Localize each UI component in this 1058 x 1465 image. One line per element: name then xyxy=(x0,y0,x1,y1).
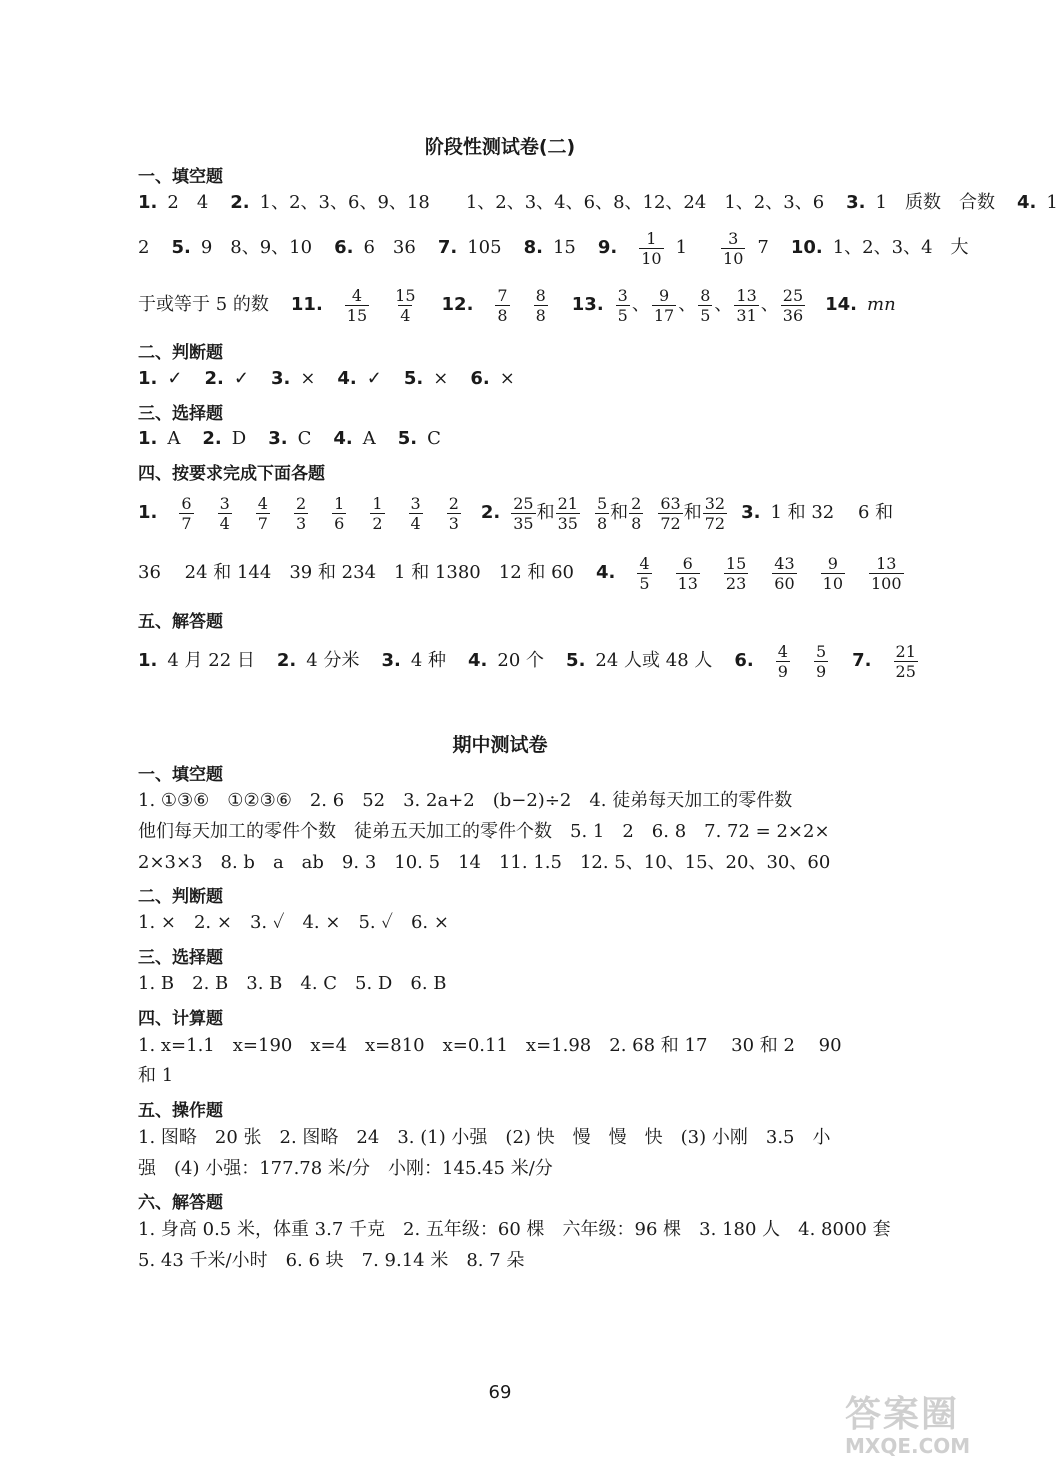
test1-answers-line: 1. 4 月 22 日 2. 4 分米 3. 4 种 4. 20 个 5. 24 人或 48 人 6. $\frac{4}{9}$ $\frac{5}{9}$ 7. $\frac{21}{25}$ xyxy=(138,641,916,681)
fraction: $\frac{6}{13}$ xyxy=(677,553,698,593)
fraction: $\frac{8}{8}$ xyxy=(535,285,546,325)
fraction: $\frac{1}{2}$ xyxy=(372,493,383,533)
fraction: $\frac{4}{15}$ xyxy=(346,285,368,325)
test2-fill-line1: 1. ①③⑥ ①②③⑥ 2. 6 52 3. 2a+2 (b−2)÷2 4. 徒弟每天加工的零件数 xyxy=(138,790,793,811)
fraction: $\frac{3}{4}$ xyxy=(410,493,421,533)
test2-calc-line2: 和 1 xyxy=(138,1065,174,1086)
fraction: $\frac{7}{8}$ xyxy=(497,285,508,325)
fraction: $\frac{3}{10}$ xyxy=(723,228,744,268)
test1-section-choice: 三、选择题 xyxy=(138,404,223,424)
test2-ans-line1: 1. 身高 0.5 米，体重 3.7 千克 2. 五年级：60 棵 六年级：96 棵 3. 180 人 4. 8000 套 xyxy=(138,1219,891,1240)
fraction: $\frac{21}{25}$ xyxy=(895,641,916,681)
test1-section-requirements: 四、按要求完成下面各题 xyxy=(138,464,325,484)
fraction: $\frac{3}{4}$ xyxy=(219,493,230,533)
test2-op-line2: 强 (4) 小强：177.78 米/分 小刚：145.45 米/分 xyxy=(138,1158,553,1179)
test2-fill-line3: 2×3×3 8. b a ab 9. 3 10. 5 14 11. 1.5 12. 5、10、15、20、30、60 xyxy=(138,852,831,873)
test1-fill-line2: 2 5. 9 8、9、10 6. 6 36 7. 105 8. 15 9. $\frac{1}{10}$ 1 $\frac{3}{10}$ 7 10. 1、2、3、4 大 xyxy=(138,228,969,268)
fraction: $\frac{13}{100}$ xyxy=(871,553,902,593)
fraction: $\frac{15}{4}$ xyxy=(395,285,416,325)
test1-section-judge: 二、判断题 xyxy=(138,343,223,363)
fraction: $\frac{1}{10}$ xyxy=(641,228,662,268)
fraction: $\frac{6}{7}$ xyxy=(181,493,192,533)
fraction: $\frac{43}{60}$ xyxy=(774,553,795,593)
fraction: $\frac{4}{9}$ xyxy=(777,641,788,681)
fraction: $\frac{1}{6}$ xyxy=(334,493,345,533)
test2-section-choice: 三、选择题 xyxy=(138,948,223,968)
fraction: $\frac{4}{7}$ xyxy=(257,493,268,533)
test2-judge-answers: 1. × 2. × 3. ✓ 4. × 5. ✓ 6. × xyxy=(138,912,449,933)
fraction: $\frac{15}{23}$ xyxy=(725,553,747,593)
test2-section-calc: 四、计算题 xyxy=(138,1009,223,1029)
fraction: $\frac{2}{3}$ xyxy=(448,493,459,533)
test1-choice-answers: 1. A 2. D 3. C 4. A 5. C xyxy=(138,428,441,449)
test2-fill-line2: 他们每天加工的零件个数 徒弟五天加工的零件个数 5. 1 2 6. 8 7. 72 = 2×2× xyxy=(138,821,830,842)
test1-req-line1: 1. $\frac{6}{7}$ $\frac{3}{4}$ $\frac{4}{7}$ $\frac{2}{3}$ $\frac{1}{6}$ $\frac{1}{2}$ $\frac{3}{4}$ $\frac{2}{3}$ 2. $\frac{25}{35}$ 和 $\frac{21}{35}$ $\frac{5}{8}$ 和 $\frac{2}{8}$ $\frac{63}{72}$ 和 $\frac{32}{72}$ 3. 1 和 32 6 和 xyxy=(138,493,894,533)
fraction: $\frac{2}{3}$ xyxy=(295,493,307,533)
test1-req-line2: 36 24 和 144 39 和 234 1 和 1380 12 和 60 4. $\frac{4}{5}$ $\frac{6}{13}$ $\frac{15}{23}$ $\frac{43}{60}$ $\frac{9}{10}$ $\frac{13}{100}$ xyxy=(138,553,902,593)
test1-fill-line1: 1. 2 4 2. 1、2、3、6、9、18 1、2、3、4、6、8、12、24 1、2、3、6 3. 1 质数 合数 4. 1 xyxy=(138,192,1058,213)
test2-calc-line1: 1. x=1.1 x=190 x=4 x=810 x=0.11 x=1.98 2. 68 和 17 30 和 2 90 xyxy=(138,1035,842,1056)
test2-ans-line2: 5. 43 千米/小时 6. 6 块 7. 9.14 米 8. 7 朵 xyxy=(138,1250,525,1271)
test1-section-fill: 一、填空题 xyxy=(138,167,223,187)
test2-section-fill: 一、填空题 xyxy=(138,765,223,785)
fraction: $\frac{9}{10}$ xyxy=(822,553,843,593)
test2-section-operation: 五、操作题 xyxy=(138,1101,223,1121)
test2-section-answers: 六、解答题 xyxy=(138,1193,223,1213)
test2-title: 期中测试卷 xyxy=(452,734,548,756)
watermark-logo: 答案圈 MXQE.COM xyxy=(845,1394,971,1458)
test2-section-judge: 二、判断题 xyxy=(138,887,223,907)
test2-op-line1: 1. 图略 20 张 2. 图略 24 3. (1) 小强 (2) 快 慢 慢 快 (3) 小刚 3.5 小 xyxy=(138,1127,831,1148)
fraction: $\frac{4}{5}$ xyxy=(639,553,650,593)
page-number: 69 xyxy=(488,1382,512,1403)
fraction: $\frac{5}{9}$ xyxy=(815,641,827,681)
test1-section-answers: 五、解答题 xyxy=(138,612,223,632)
test1-fill-line3: 于或等于 5 的数 11. $\frac{4}{15}$ $\frac{15}{4}$ 12. $\frac{7}{8}$ $\frac{8}{8}$ 13. $\frac{3}{5}$ 、 $\frac{9}{17}$ 、 $\frac{8}{5}$ 、 $\frac{13}{31}$ 、 $\frac{25}{36}$ 14. mn xyxy=(138,285,896,325)
test1-title: 阶段性测试卷(二) xyxy=(424,136,576,158)
test1-judge-answers: 1. ✓ 2. ✓ 3. × 4. ✓ 5. × 6. × xyxy=(138,368,515,389)
test2-choice-answers: 1. B 2. B 3. B 4. C 5. D 6. B xyxy=(138,973,447,994)
